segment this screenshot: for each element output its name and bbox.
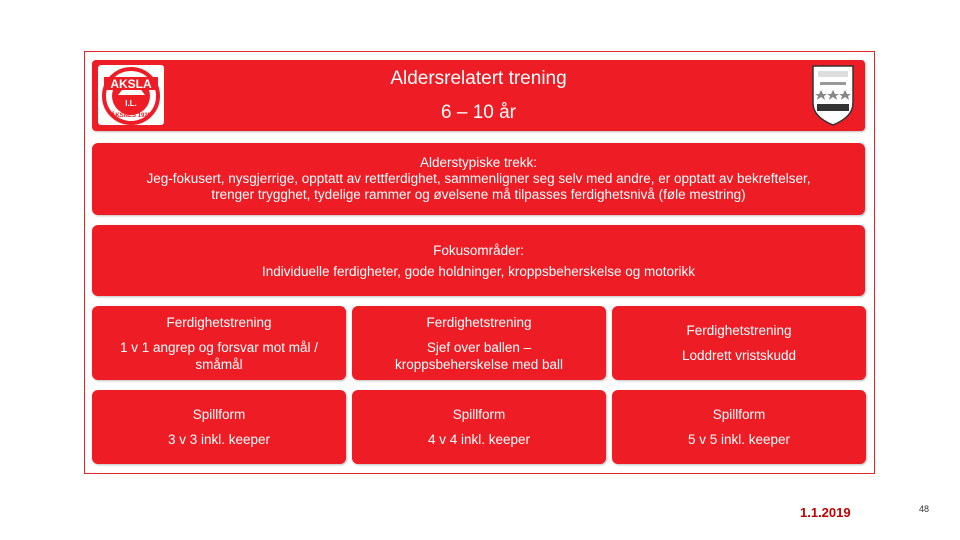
shield-badge-icon	[810, 63, 856, 127]
page-title: Aldersrelatert trening	[390, 67, 567, 89]
skill-line-1: 1 v 1 angrep og forsvar mot mål /	[119, 339, 319, 355]
skill-heading: Ferdighetstrening	[686, 323, 792, 338]
age-range: 6 – 10 år	[441, 101, 516, 123]
club-logo-year: ÅKSNES 1925	[110, 113, 152, 119]
club-logo-text: AKSLA	[110, 77, 152, 91]
game-format: 3 v 3 inkl. keeper	[167, 432, 271, 447]
quality-club-badge	[810, 63, 856, 127]
traits-line-1: Jeg-fokusert, nysgjerrige, opptatt av rettferdighet, sammenligner seg selv med andre, er opptatt av bekreftelser,	[146, 171, 811, 186]
skill-box-1	[92, 306, 346, 380]
skill-line-2: småmål	[195, 356, 243, 372]
focus-text: Individuelle ferdigheter, gode holdninger, kroppsbeherskelse og motorikk	[261, 263, 696, 279]
skill-heading: Ferdighetstrening	[426, 314, 532, 330]
game-box-1	[92, 390, 346, 464]
header-banner	[92, 60, 865, 131]
club-logo	[98, 65, 164, 125]
skill-heading: Ferdighetstrening	[166, 314, 272, 330]
skill-box-3	[612, 306, 866, 380]
game-format: 5 v 5 inkl. keeper	[687, 432, 791, 447]
game-box-3	[612, 390, 866, 464]
focus-areas-box	[92, 225, 865, 296]
footer-date: 1.1.2019	[800, 505, 851, 520]
game-heading: Spillform	[192, 407, 246, 422]
skill-box-2	[352, 306, 606, 380]
age-traits-box	[92, 143, 865, 215]
game-heading: Spillform	[452, 407, 506, 422]
game-heading: Spillform	[712, 407, 766, 422]
club-logo-sub: I.L.	[125, 99, 137, 108]
skill-line-2: kroppsbeherskelse med ball	[394, 356, 564, 372]
game-box-2	[352, 390, 606, 464]
club-logo-icon	[98, 65, 164, 125]
page-number: 48	[919, 504, 930, 514]
focus-heading: Fokusområder:	[433, 242, 524, 258]
traits-heading: Alderstypiske trekk:	[419, 155, 538, 170]
skill-line-1: Loddrett vristskudd	[681, 348, 797, 363]
game-format: 4 v 4 inkl. keeper	[427, 432, 531, 447]
skill-line-1: Sjef over ballen –	[426, 339, 532, 355]
traits-line-2: trenger trygghet, tydelige rammer og øvelsene må tilpasses ferdighetsnivå (føle mestring)	[211, 187, 746, 202]
